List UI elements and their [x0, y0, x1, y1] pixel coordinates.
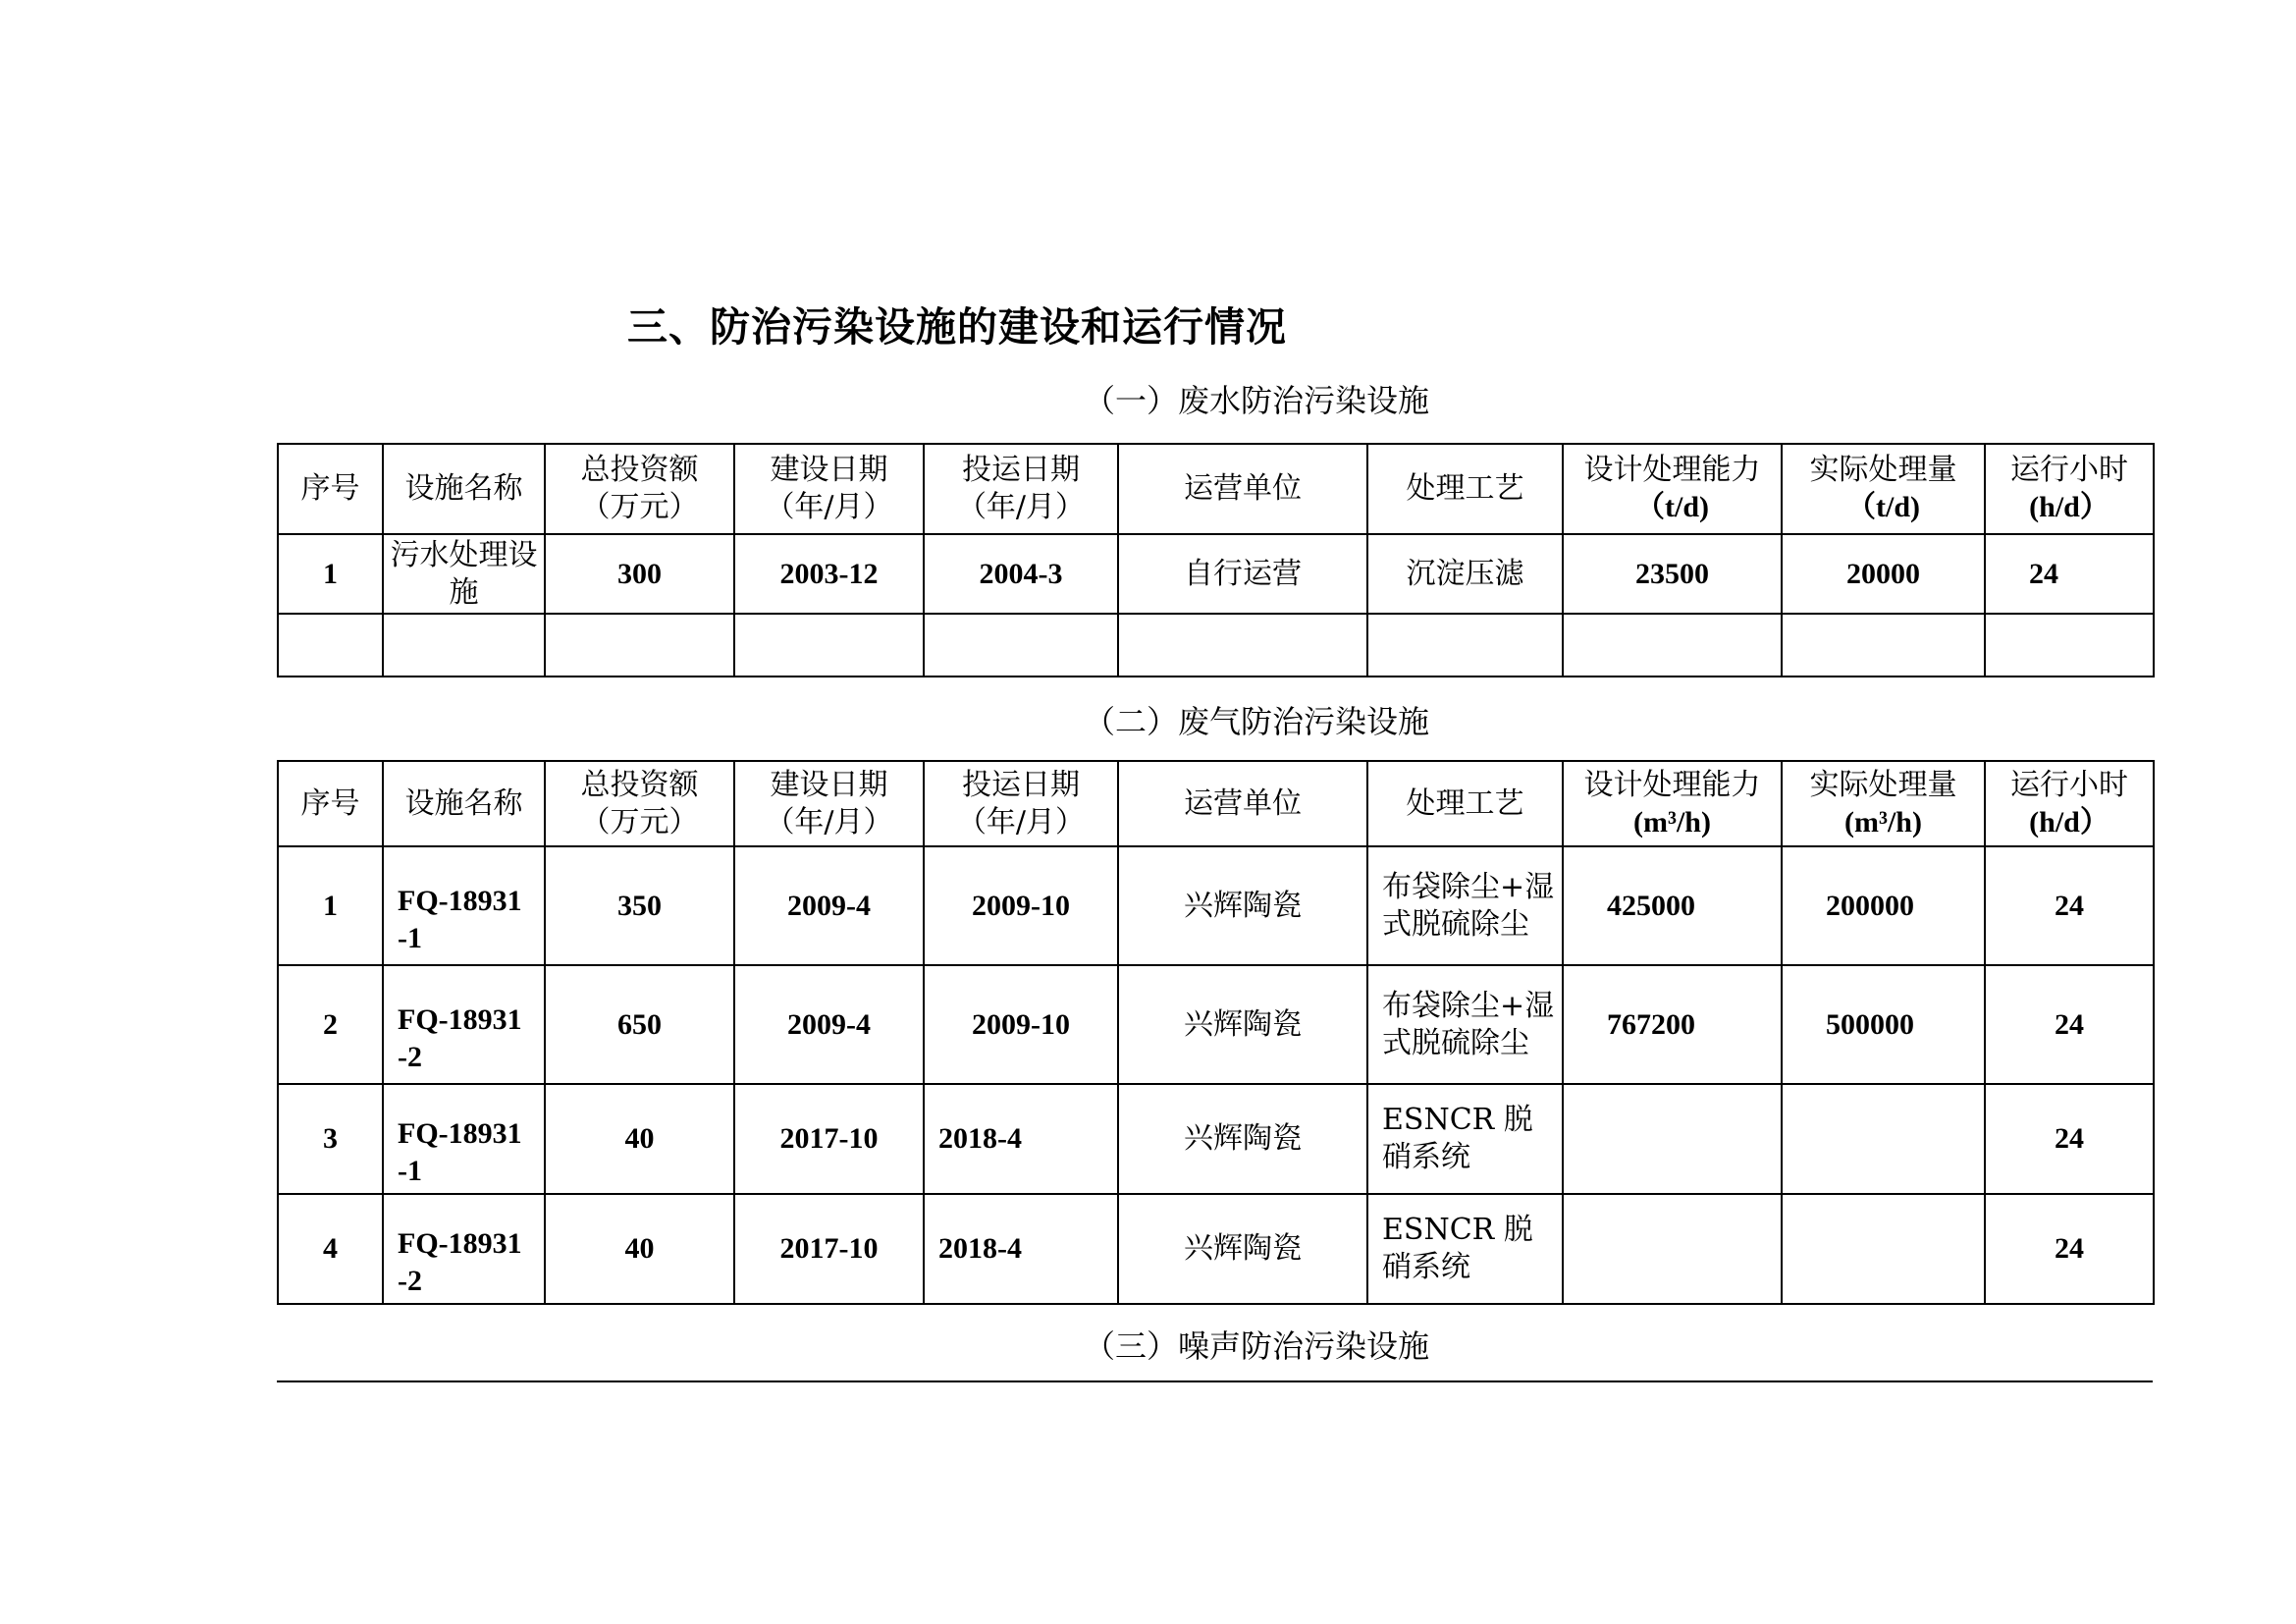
design-capacity: 767200 [1563, 965, 1782, 1084]
facility-name: FQ-18931 -1 [383, 846, 545, 965]
build-date: 2009-4 [734, 846, 924, 965]
empty-cell [734, 614, 924, 677]
empty-cell [1367, 614, 1563, 677]
header-cell: 设施名称 [383, 444, 545, 534]
header-cell: 运营单位 [1118, 444, 1367, 534]
header-cell: 运营单位 [1118, 761, 1367, 846]
row-number: 3 [278, 1084, 383, 1194]
empty-cell [1782, 614, 1985, 677]
operator: 兴辉陶瓷 [1118, 965, 1367, 1084]
section-heading-noise: （三）噪声防治污染设施 [1083, 1327, 1429, 1365]
process: 布袋除尘+湿式脱硫除尘 [1367, 846, 1563, 965]
build-date: 2003-12 [734, 534, 924, 614]
header-cell: 实际处理量 （t/d) [1782, 444, 1985, 534]
process: ESNCR 脱硝系统 [1367, 1194, 1563, 1304]
empty-cell [1563, 614, 1782, 677]
empty-cell [545, 614, 734, 677]
wastewater-facilities-table [277, 443, 2155, 677]
empty-cell [383, 614, 545, 677]
actual-volume [1782, 1194, 1985, 1304]
operating-hours: 24 [1985, 846, 2154, 965]
design-capacity: 23500 [1563, 534, 1782, 614]
actual-volume: 200000 [1782, 846, 1985, 965]
header-cell: 序号 [278, 444, 383, 534]
header-cell: 处理工艺 [1367, 444, 1563, 534]
table-row [278, 965, 2154, 1084]
operating-hours: 24 [1985, 1194, 2154, 1304]
header-cell: 处理工艺 [1367, 761, 1563, 846]
section-heading-wastewater: （一）废水防治污染设施 [1083, 382, 1429, 419]
empty-cell [278, 614, 383, 677]
table-header-row [278, 444, 2154, 534]
operation-date: 2018-4 [924, 1084, 1118, 1194]
operation-date: 2018-4 [924, 1194, 1118, 1304]
table-row [278, 1084, 2154, 1194]
row-number: 1 [278, 846, 383, 965]
row-number: 1 [278, 534, 383, 614]
row-number: 2 [278, 965, 383, 1084]
header-cell: 建设日期 （年/月） [734, 761, 924, 846]
row-number: 4 [278, 1194, 383, 1304]
horizontal-divider [277, 1380, 2153, 1382]
operator: 兴辉陶瓷 [1118, 1084, 1367, 1194]
facility-name: 污水处理设施 [383, 534, 545, 614]
header-cell: 设施名称 [383, 761, 545, 846]
design-capacity: 425000 [1563, 846, 1782, 965]
operation-date: 2009-10 [924, 846, 1118, 965]
empty-cell [1118, 614, 1367, 677]
header-cell: 建设日期 （年/月） [734, 444, 924, 534]
operator: 兴辉陶瓷 [1118, 846, 1367, 965]
operating-hours: 24 [1985, 1084, 2154, 1194]
design-capacity [1563, 1194, 1782, 1304]
table-row [278, 846, 2154, 965]
build-date: 2017-10 [734, 1084, 924, 1194]
process: ESNCR 脱硝系统 [1367, 1084, 1563, 1194]
build-date: 2009-4 [734, 965, 924, 1084]
header-cell: 序号 [278, 761, 383, 846]
design-capacity [1563, 1084, 1782, 1194]
process: 沉淀压滤 [1367, 534, 1563, 614]
header-cell: 投运日期 （年/月） [924, 761, 1118, 846]
operation-date: 2004-3 [924, 534, 1118, 614]
actual-volume: 20000 [1782, 534, 1985, 614]
page-title: 三、防治污染设施的建设和运行情况 [627, 303, 1287, 351]
facility-name: FQ-18931 -1 [383, 1084, 545, 1194]
facility-name: FQ-18931 -2 [383, 1194, 545, 1304]
header-cell: 运行小时 (h/d） [1985, 761, 2154, 846]
operator: 自行运营 [1118, 534, 1367, 614]
process: 布袋除尘+湿式脱硫除尘 [1367, 965, 1563, 1084]
table-row [278, 1194, 2154, 1304]
total-investment: 350 [545, 846, 734, 965]
total-investment: 40 [545, 1084, 734, 1194]
header-cell: 投运日期 （年/月） [924, 444, 1118, 534]
header-cell: 实际处理量 (m³/h) [1782, 761, 1985, 846]
total-investment: 650 [545, 965, 734, 1084]
total-investment: 300 [545, 534, 734, 614]
header-cell: 总投资额 （万元） [545, 761, 734, 846]
operation-date: 2009-10 [924, 965, 1118, 1084]
table-header-row [278, 761, 2154, 846]
operator: 兴辉陶瓷 [1118, 1194, 1367, 1304]
empty-cell [924, 614, 1118, 677]
header-cell: 设计处理能力 (m³/h) [1563, 761, 1782, 846]
operating-hours: 24 [1985, 534, 2154, 614]
header-cell: 总投资额 （万元） [545, 444, 734, 534]
total-investment: 40 [545, 1194, 734, 1304]
facility-name: FQ-18931 -2 [383, 965, 545, 1084]
section-heading-exhaust-gas: （二）废气防治污染设施 [1083, 703, 1429, 740]
empty-cell [1985, 614, 2154, 677]
actual-volume: 500000 [1782, 965, 1985, 1084]
header-cell: 设计处理能力 （t/d) [1563, 444, 1782, 534]
exhaust-gas-facilities-table [277, 760, 2155, 1305]
table-row [278, 534, 2154, 614]
build-date: 2017-10 [734, 1194, 924, 1304]
table-row-empty [278, 614, 2154, 677]
actual-volume [1782, 1084, 1985, 1194]
operating-hours: 24 [1985, 965, 2154, 1084]
header-cell: 运行小时 (h/d） [1985, 444, 2154, 534]
